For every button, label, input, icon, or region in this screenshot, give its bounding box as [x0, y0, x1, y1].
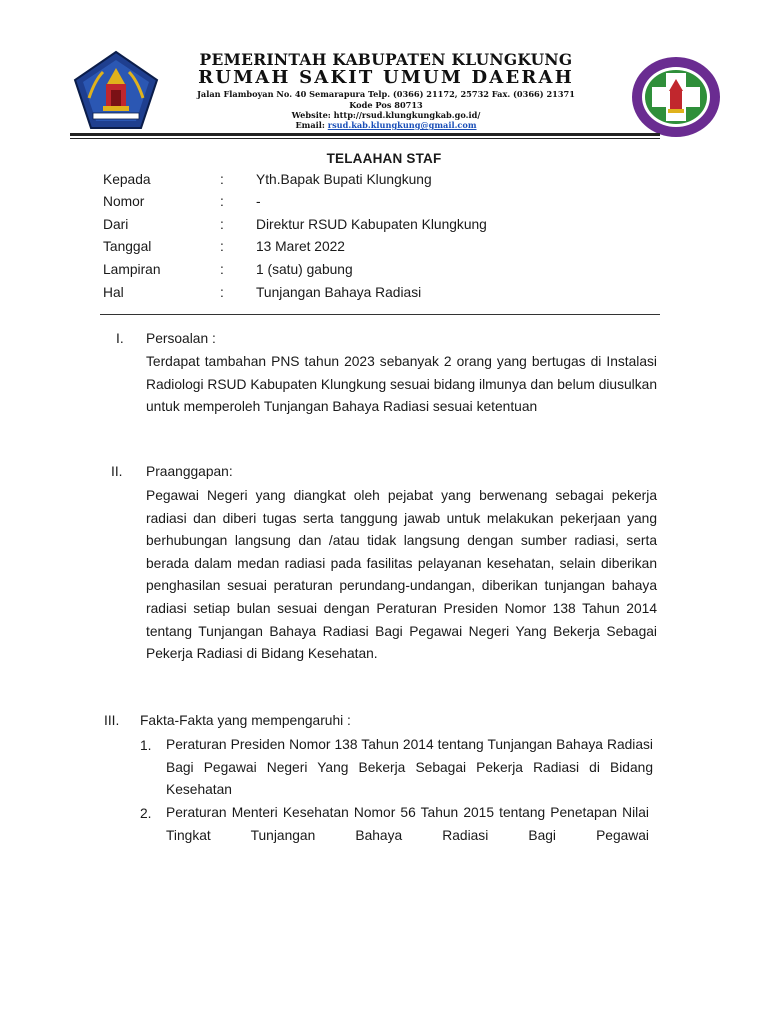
section-number: I. — [116, 331, 124, 346]
meta-colon: : — [220, 285, 224, 300]
letterhead-divider-thick — [70, 133, 660, 136]
meta-row-hal — [0, 285, 768, 305]
letterhead-website — [160, 110, 612, 120]
letterhead-government: PEMERINTAH KABUPATEN KLUNGKUNG — [199, 50, 573, 69]
meta-key: Tanggal — [103, 239, 152, 254]
meta-key: Kepada — [103, 172, 151, 187]
list-item-number: 2. — [140, 806, 152, 821]
list-item-text: Peraturan Menteri Kesehatan Nomor 56 Tahun 2015 tentang Penetapan Nilai Tingkat Tunjangan Bahaya Radiasi Bagi Pegawai — [166, 805, 649, 843]
meta-value: Direktur RSUD Kabupaten Klungkung — [256, 217, 487, 232]
section-heading: Fakta-Fakta yang mempengaruhi : — [140, 713, 351, 728]
email-label: Email: — [295, 120, 328, 130]
section-number: II. — [111, 464, 123, 479]
letterhead-divider-thin — [70, 138, 660, 139]
meta-key: Nomor — [103, 194, 145, 209]
section-heading: Persoalan : — [146, 331, 216, 346]
letterhead-hospital: RUMAH SAKIT UMUM DAERAH — [198, 67, 574, 88]
meta-row-tanggal — [0, 239, 768, 259]
meta-row-nomor — [0, 194, 768, 214]
meta-colon: : — [220, 194, 224, 209]
rsud-klungkung-seal-icon — [630, 55, 722, 139]
list-item-text: Peraturan Presiden Nomor 138 Tahun 2014 tentang Tunjangan Bahaya Radiasi Bagi Pegawai Negeri Yang Bekerja Sebagai Pekerja Radiasi di Bidang Kesehatan — [166, 737, 653, 798]
meta-value: 1 (satu) gabung — [256, 262, 353, 277]
meta-value: Yth.Bapak Bupati Klungkung — [256, 172, 432, 187]
meta-key: Dari — [103, 217, 129, 232]
email-link[interactable]: rsud.kab.klungkung@gmail.com — [327, 120, 477, 130]
section-heading: Praanggapan: — [146, 464, 233, 479]
meta-divider — [100, 314, 660, 315]
klungkung-regency-crest-icon — [73, 50, 159, 130]
meta-key: Lampiran — [103, 262, 161, 277]
website-link[interactable]: http://rsud.klungkungkab.go.id/ — [333, 110, 481, 120]
section-number: III. — [104, 713, 120, 728]
section-paragraph: Terdapat tambahan PNS tahun 2023 sebanyak 2 orang yang bertugas di Instalasi Radiologi RSUD Kabupaten Klungkung sesuai bidang ilmunya dan belum diusulkan untuk memperoleh Tunjangan Bahaya Radiasi sesuai ketentuan — [146, 354, 657, 415]
document-title: TELAAHAN STAF — [326, 151, 442, 166]
meta-key: Hal — [103, 285, 124, 300]
meta-row-lampiran — [0, 262, 768, 282]
meta-colon: : — [220, 172, 224, 187]
section-paragraph: Pegawai Negeri yang diangkat oleh pejabat yang berwenang sebagai pekerja radiasi dan diberi tugas serta tanggung jawab untuk melakukan pekerjaan yang berhubungan langsung dan /atau tidak langsung dengan sumber radiasi, serta berada dalam medan radiasi pada fasilitas pelayanan kesehatan, selain diberikan penghasilan sesuai peraturan perundang-undangan, diberikan tunjangan bahaya radiasi setiap bulan sesuai dengan Peraturan Presiden Nomor 138 Tahun 2014 tentang Tunjangan Bahaya Radiasi Bagi Pegawai Negeri Yang Bekerja Sebagai Pekerja Radiasi di Bidang Kesehatan. — [146, 488, 657, 662]
letterhead-postal-code: Kode Pos 80713 — [349, 100, 423, 110]
meta-value: 13 Maret 2022 — [256, 239, 345, 254]
meta-row-kepada — [0, 172, 768, 192]
meta-row-dari — [0, 217, 768, 237]
letterhead-address: Jalan Flamboyan No. 40 Semarapura Telp. (0366) 21172, 25732 Fax. (0366) 21371 — [197, 89, 575, 99]
list-item-number: 1. — [140, 738, 152, 753]
meta-colon: : — [220, 262, 224, 277]
meta-colon: : — [220, 217, 224, 232]
meta-value: - — [256, 194, 261, 209]
website-label: Website: — [291, 110, 334, 120]
meta-value: Tunjangan Bahaya Radiasi — [256, 285, 422, 300]
meta-colon: : — [220, 239, 224, 254]
letterhead-email — [160, 120, 612, 130]
